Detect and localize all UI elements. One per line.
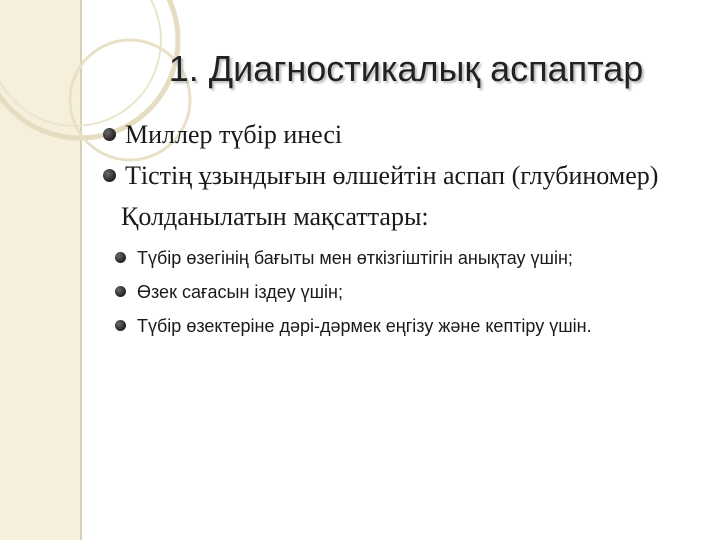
bullet-icon (115, 286, 126, 297)
list-item-text: Миллер түбір инесі (125, 120, 343, 149)
slide-content (103, 116, 703, 347)
bullet-icon (115, 320, 126, 331)
purpose-item-text: Өзек сағасын іздеу үшін; (137, 282, 343, 302)
purpose-item (103, 279, 703, 305)
list-item (103, 157, 703, 194)
purposes-heading: Қолданылатын мақсаттары: (121, 202, 429, 231)
list-item-text: Тістің ұзындығын өлшейтін аспап (глубиномер) (125, 161, 659, 190)
bullet-icon (103, 128, 116, 141)
purpose-item-text: Түбір өзектеріне дәрі-дәрмек еңгізу және кептіру үшін. (137, 316, 592, 336)
bullet-icon (103, 169, 116, 182)
purpose-item (103, 313, 703, 339)
list-item (103, 116, 703, 153)
purpose-item-text: Түбір өзегінің бағыты мен өткізгіштігін анықтау үшін; (137, 248, 573, 268)
bullet-icon (115, 252, 126, 263)
purpose-item (103, 245, 703, 271)
slide-title: 1. Диагностикалық аспаптар (168, 48, 644, 89)
